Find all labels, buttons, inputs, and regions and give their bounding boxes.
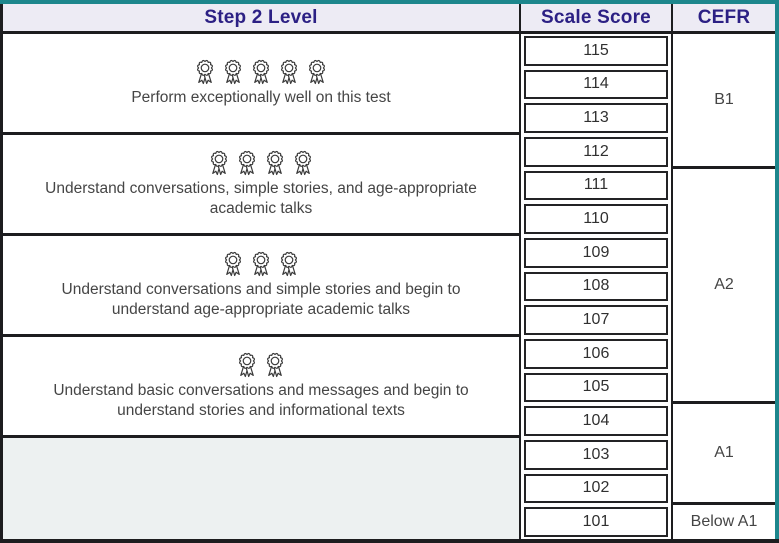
badge-row: [222, 250, 300, 277]
level-cell: [3, 135, 521, 236]
score-value: 114: [524, 70, 668, 100]
award-rosette-icon: [222, 250, 244, 277]
score-cell: [521, 202, 673, 236]
score-value: 102: [524, 474, 668, 504]
score-cell: [521, 270, 673, 304]
award-rosette-icon: [208, 149, 230, 176]
level-description: Understand conversations, simple stories, and age-appropriate academic talks: [45, 179, 477, 217]
cefr-band-a1: A1: [673, 404, 775, 505]
header-scale-score: Scale Score: [521, 4, 673, 34]
score-value: 115: [524, 36, 668, 66]
score-value: 101: [524, 507, 668, 537]
award-rosette-icon: [278, 58, 300, 85]
score-value: 105: [524, 373, 668, 403]
score-cell: [521, 68, 673, 102]
award-rosette-icon: [250, 58, 272, 85]
score-cell: [521, 101, 673, 135]
level-cell-empty: [3, 438, 521, 539]
score-value: 104: [524, 406, 668, 436]
score-cell: [521, 303, 673, 337]
score-value: 113: [524, 103, 668, 133]
level-cell: [3, 34, 521, 135]
badge-row: [194, 58, 328, 85]
award-rosette-icon: [194, 58, 216, 85]
score-cell: [521, 34, 673, 68]
badge-row: [208, 149, 314, 176]
outer-border-right: [775, 0, 779, 543]
score-value: 103: [524, 440, 668, 470]
award-rosette-icon: [250, 250, 272, 277]
header-step2-level: Step 2 Level: [3, 4, 521, 34]
outer-border-left: [0, 4, 3, 539]
score-cell: [521, 135, 673, 169]
level-description: Perform exceptionally well on this test: [131, 88, 391, 106]
score-value: 107: [524, 305, 668, 335]
award-rosette-icon: [236, 351, 258, 378]
cefr-band-a2: A2: [673, 169, 775, 405]
score-cell: [521, 236, 673, 270]
award-rosette-icon: [222, 58, 244, 85]
award-rosette-icon: [264, 351, 286, 378]
score-table-grid: [3, 4, 775, 539]
level-description: Understand basic conversations and messages and begin to understand stories and informational texts: [53, 381, 469, 419]
score-value: 111: [524, 171, 668, 201]
header-cefr: CEFR: [673, 4, 775, 34]
cefr-band-below-a1: Below A1: [673, 505, 775, 539]
score-cell: [521, 505, 673, 539]
award-rosette-icon: [278, 250, 300, 277]
score-value: 112: [524, 137, 668, 167]
score-cell: [521, 438, 673, 472]
score-value: 106: [524, 339, 668, 369]
score-cell: [521, 371, 673, 405]
badge-row: [236, 351, 286, 378]
award-rosette-icon: [306, 58, 328, 85]
score-cell: [521, 404, 673, 438]
level-cell: [3, 337, 521, 438]
score-value: 110: [524, 204, 668, 234]
outer-border-top: [0, 0, 779, 4]
score-value: 109: [524, 238, 668, 268]
award-rosette-icon: [264, 149, 286, 176]
level-description: Understand conversations and simple stories and begin to understand age-appropriate academic talks: [61, 280, 461, 318]
award-rosette-icon: [292, 149, 314, 176]
level-cell: [3, 236, 521, 337]
score-cell: [521, 472, 673, 506]
outer-border-bottom: [0, 539, 779, 543]
cefr-band-b1: B1: [673, 34, 775, 169]
score-value: 108: [524, 272, 668, 302]
score-cell: [521, 337, 673, 371]
award-rosette-icon: [236, 149, 258, 176]
score-cell: [521, 169, 673, 203]
